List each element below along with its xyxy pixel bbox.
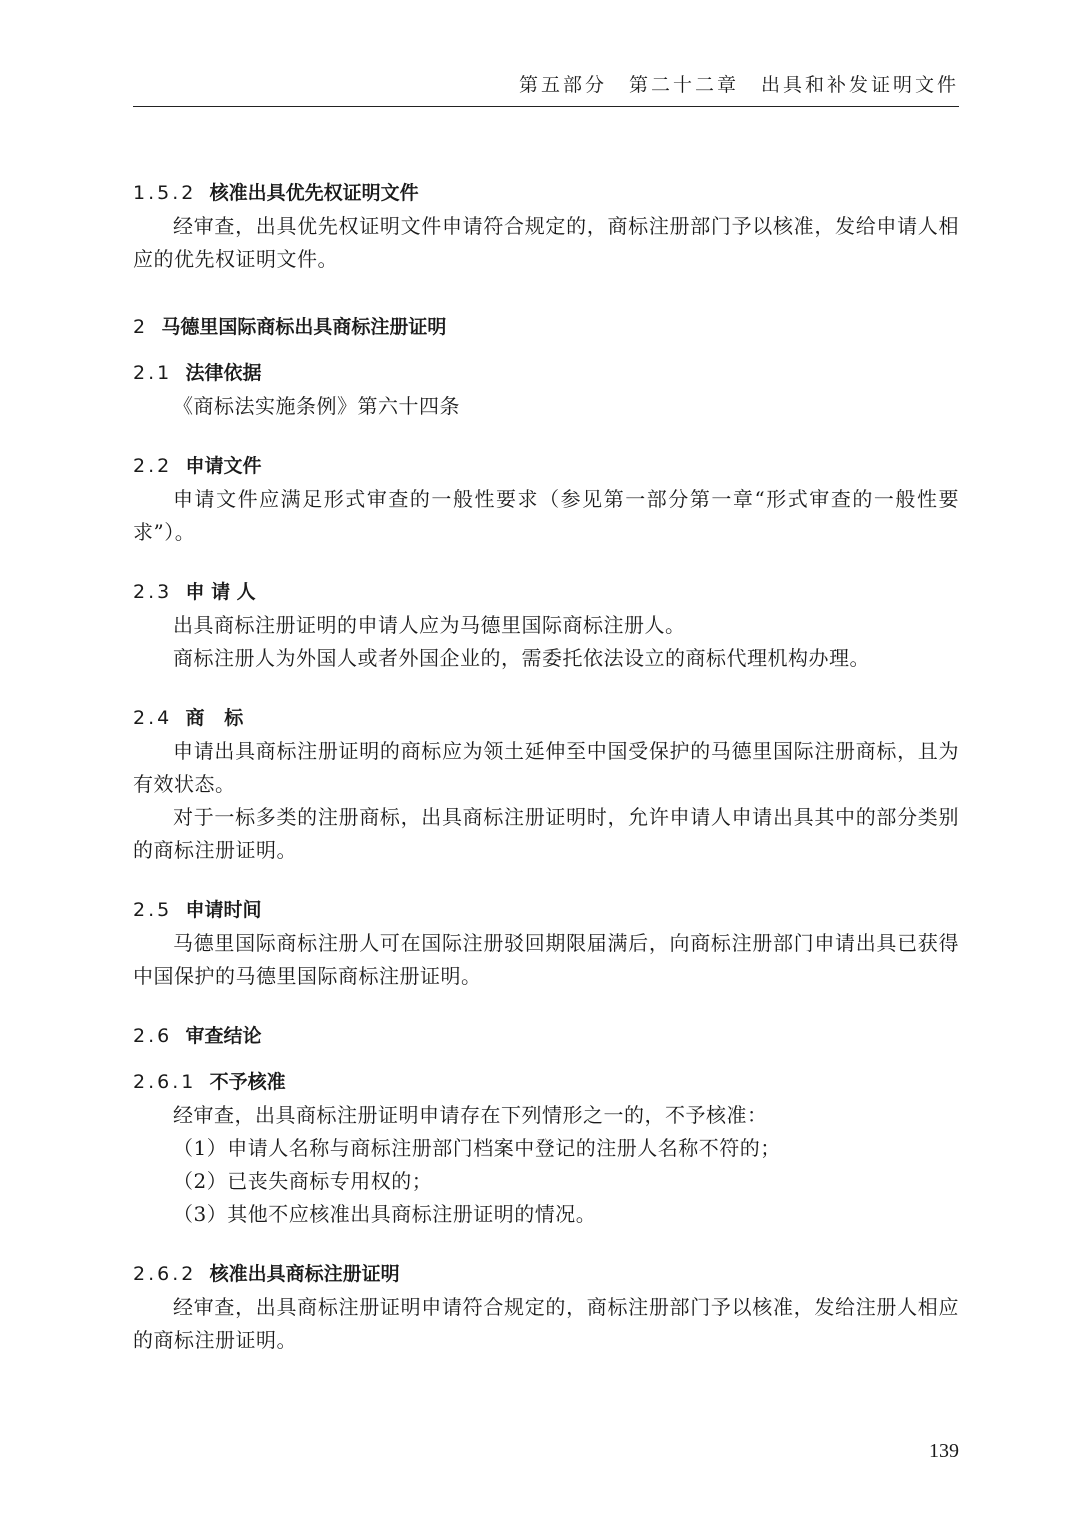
paragraph: 申请出具商标注册证明的商标应为领土延伸至中国受保护的马德里国际注册商标，且为有效状态。 [133,739,959,796]
paragraph: 出具商标注册证明的申请人应为马德里国际商标注册人。 [173,613,686,637]
heading-2-6: 2.6 审查结论 [133,1025,262,1047]
list-item: （1）申请人名称与商标注册部门档案中登记的注册人名称不符的； [173,1136,781,1160]
paragraph: 商标注册人为外国人或者外国企业的，需委托依法设立的商标代理机构办理。 [173,646,870,670]
header-chapter: 第二十二章 [628,74,739,96]
heading-2: 2 马德里国际商标出具商标注册证明 [133,316,447,338]
paragraph: 经审查，出具优先权证明文件申请符合规定的，商标注册部门予以核准，发给申请人相应的优先权证明文件。 [133,214,959,271]
heading-2-6-1: 2.6.1 不予核准 [133,1071,286,1093]
heading-2-4: 2.4 商 标 [133,707,244,729]
page-number: 139 [929,1440,959,1462]
paragraph: 对于一标多类的注册商标，出具商标注册证明时，允许申请人申请出具其中的部分类别的商标注册证明。 [133,805,959,862]
paragraph: 马德里国际商标注册人可在国际注册驳回期限届满后，向商标注册部门申请出具已获得中国保护的马德里国际商标注册证明。 [133,931,959,988]
paragraph: 申请文件应满足形式审查的一般性要求（参见第一部分第一章“形式审查的一般性要求”）。 [133,487,959,544]
heading-2-2: 2.2 申请文件 [133,455,262,477]
paragraph: 经审查，出具商标注册证明申请存在下列情形之一的，不予核准： [173,1103,768,1127]
list-item: （2）已丧失商标专用权的； [173,1169,433,1193]
paragraph: 《商标法实施条例》第六十四条 [173,394,460,418]
heading-2-6-2: 2.6.2 核准出具商标注册证明 [133,1263,400,1285]
heading-2-5: 2.5 申请时间 [133,899,262,921]
heading-2-3: 2.3 申 请 人 [133,581,256,603]
header-part: 第五部分 [518,74,607,96]
header-title: 出具和补发证明文件 [760,74,959,96]
running-header [133,70,959,107]
heading-2-1: 2.1 法律依据 [133,362,262,384]
page-body [133,176,959,1357]
list-item: （3）其他不应核准出具商标注册证明的情况。 [173,1202,597,1226]
paragraph: 经审查，出具商标注册证明申请符合规定的，商标注册部门予以核准，发给注册人相应的商标注册证明。 [133,1295,959,1352]
heading-1-5-2: 1.5.2 核准出具优先权证明文件 [133,182,419,204]
